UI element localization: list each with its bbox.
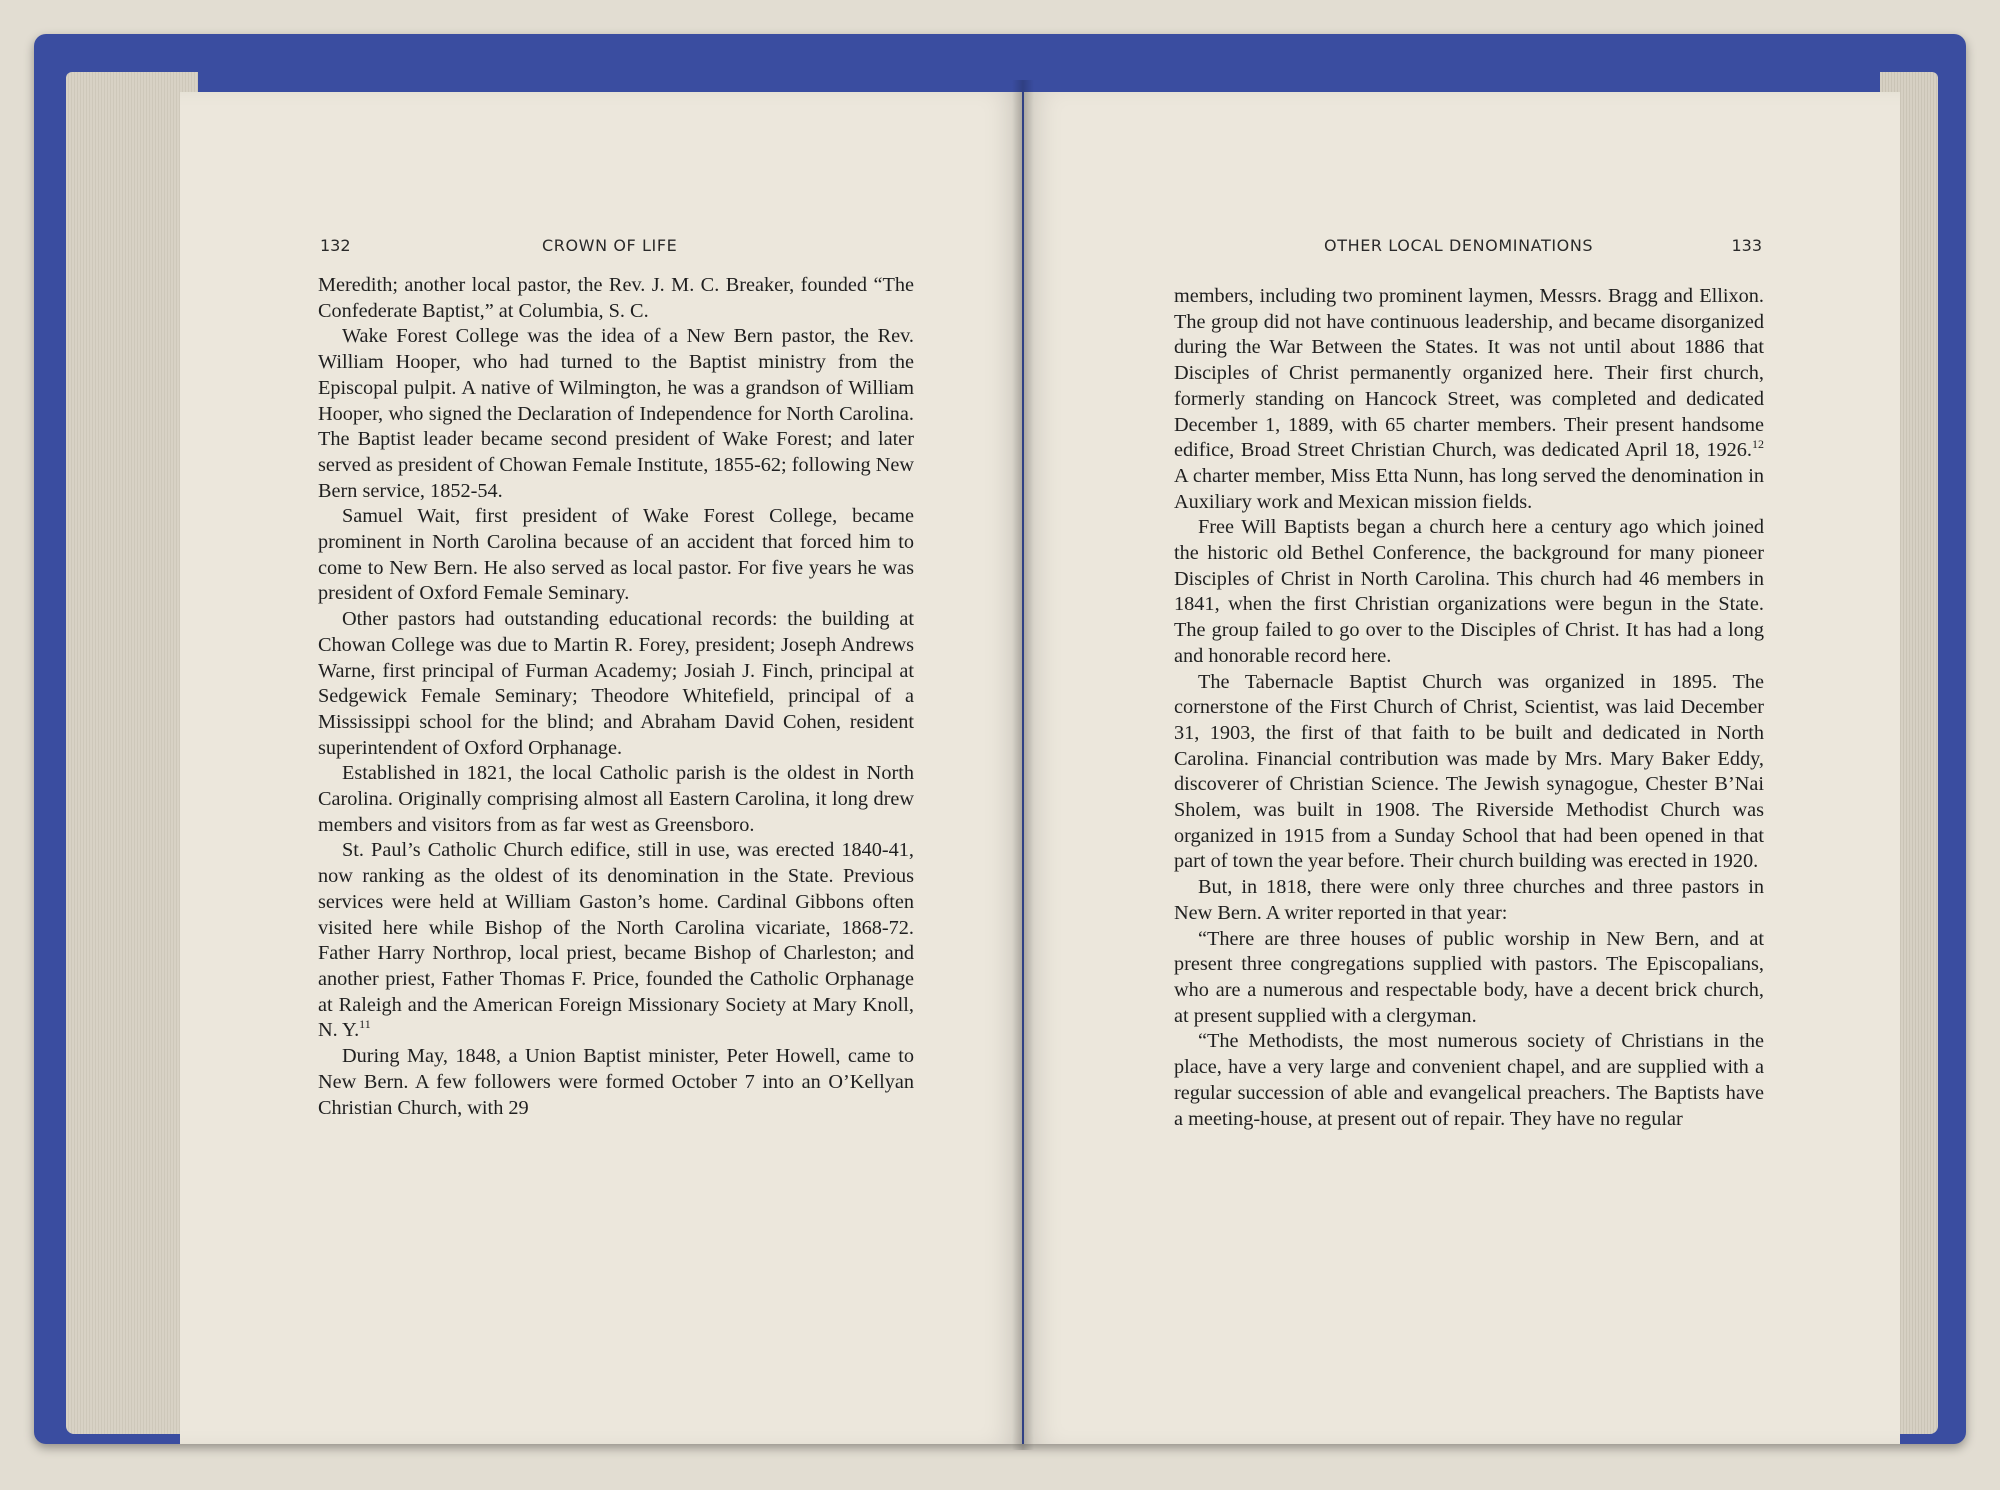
running-head: OTHER LOCAL DENOMINATIONS	[1324, 236, 1594, 255]
paragraph: “The Methodists, the most numerous society of Christians in the place, have a very large and convenient chapel, and are supplied with a regular succession of able and evangelical preachers. The Baptists have a meeting-house, at present out of repair. They have no regular	[1174, 1030, 1764, 1130]
book-gutter	[1012, 80, 1034, 1450]
right-page-text	[1174, 284, 1764, 1132]
paragraph: Other pastors had outstanding educational records: the building at Chowan College was due to Martin R. Forey, president; Joseph Andrews Warne, first principal of Furman Academy; Josiah J. Finch, principal at Sedgewick Female Seminary; Theodore Whitefield, principal of a Mississippi school for the blind; and Abraham David Cohen, resident superintendent of Oxford Orphanage.	[318, 608, 914, 759]
left-page-header	[320, 236, 914, 260]
page-number: 132	[320, 236, 351, 255]
paragraph: Samuel Wait, first president of Wake Forest College, became prominent in North Carolina because of an accident that forced him to come to New Bern. He also served as local pastor. For five years he was president of Oxford Female Seminary.	[318, 505, 914, 605]
footnote-ref: 12	[1752, 437, 1764, 452]
page-number: 133	[1731, 236, 1762, 255]
paragraph: Meredith; another local pastor, the Rev. J. M. C. Breaker, founded “The Confederate Baptist,” at Columbia, S. C.	[318, 274, 914, 322]
page-edges-left	[66, 72, 198, 1434]
paragraph: “There are three houses of public worship in New Bern, and at present three congregations supplied with pastors. The Episcopalians, who are a numerous and respectable body, have a decent brick church, at present supplied with a clergyman.	[1174, 927, 1764, 1027]
right-page-header	[1176, 236, 1762, 260]
paragraph: St. Paul’s Catholic Church edifice, still in use, was erected 1840-41, now ranking as the oldest of its denomination in the State. Previous services were held at William Gaston’s home. Cardinal Gibbons often visited here while Bishop of the North Carolina vicariate, 1868-72. Father Harry Northrop, local priest, became Bishop of Charleston; and another priest, Father Thomas F. Price, founded the Catholic Orphanage at Raleigh and the American Foreign Missionary Society at Mary Knoll, N. Y.$^{11}$	[318, 839, 914, 1042]
left-page-text	[318, 273, 914, 1121]
paragraph: members, including two prominent laymen, Messrs. Bragg and Ellixon. The group did not have continuous leadership, and became disorganized during the War Between the States. It was not until about 1886 that Disciples of Christ permanently organized here. Their first church, formerly standing on Hancock Street, was completed and dedicated December 1, 1889, with 65 charter members. Their present handsome edifice, Broad Street Christian Church, was dedicated April 18, 1926.12 A charter member, Miss Etta Nunn, has long served the denomination in Auxiliary work and Mexican mission fields.	[1174, 285, 1764, 513]
paragraph: The Tabernacle Baptist Church was organized in 1895. The cornerstone of the First Church of Christ, Scientist, was laid December 31, 1903, the first of that faith to be built and dedicated in North Carolina. Financial contribution was made by Mrs. Mary Baker Eddy, discoverer of Christian Science. The Jewish synagogue, Chester B’Nai Sholem, was built in 1908. The Riverside Methodist Church was organized in 1915 from a Sunday School that had been opened in that part of town the year before. Their church building was erected in 1920.	[1174, 670, 1764, 873]
paragraph: During May, 1848, a Union Baptist minister, Peter Howell, came to New Bern. A few followers were formed October 7 into an O’Kellyan Christian Church, with 29	[318, 1045, 914, 1119]
paragraph: Free Will Baptists began a church here a century ago which joined the historic old Bethel Conference, the background for many pioneer Disciples of Christ in North Carolina. This church had 46 members in 1841, when the first Christian organizations were begun in the State. The group failed to go over to the Disciples of Christ. It has had a long and honorable record here.	[1174, 516, 1764, 667]
paragraph: Wake Forest College was the idea of a New Bern pastor, the Rev. William Hooper, who had turned to the Baptist ministry from the Episcopal pulpit. A native of Wilmington, he was a grandson of William Hooper, who signed the Declaration of Independence for North Carolina. The Baptist leader became second president of Wake Forest; and later served as president of Chowan Female Institute, 1855-62; following New Bern service, 1852-54.	[318, 325, 914, 502]
running-head: CROWN OF LIFE	[542, 236, 678, 255]
footnote-ref: 11	[359, 1017, 371, 1032]
paragraph: But, in 1818, there were only three churches and three pastors in New Bern. A writer reported in that year:	[1174, 876, 1764, 924]
paragraph: Established in 1821, the local Catholic parish is the oldest in North Carolina. Originally comprising almost all Eastern Carolina, it long drew members and visitors from as far west as Greensboro.	[318, 762, 914, 836]
